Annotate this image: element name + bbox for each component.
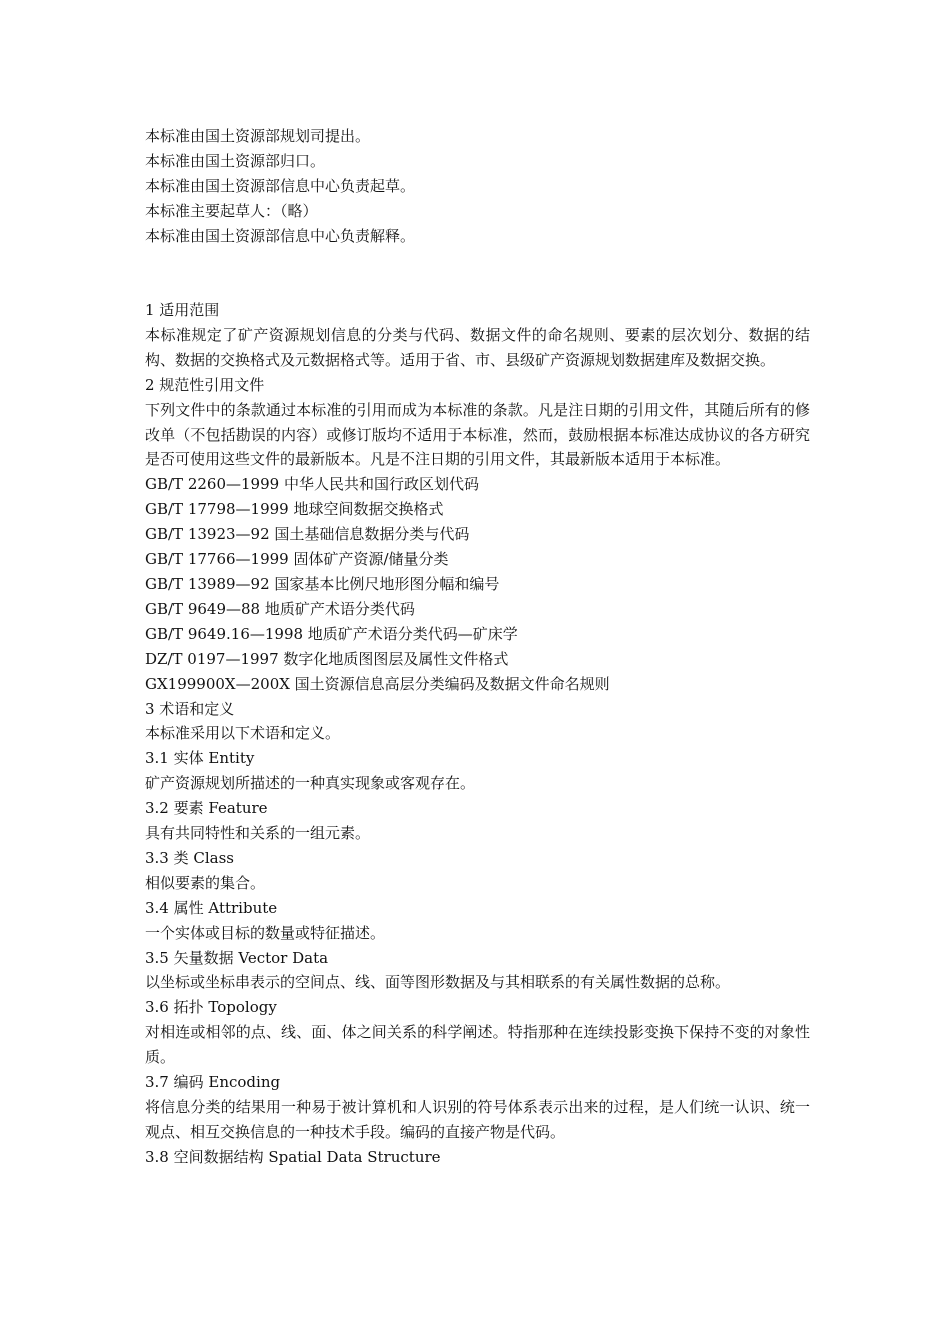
main-content [145,298,810,1170]
reference-item: GB/T 9649—88 地质矿产术语分类代码 [145,599,415,618]
term-title: 3.1 实体 Entity [145,749,255,768]
term-title: 3.7 编码 Encoding [145,1073,281,1092]
section-heading: 3 术语和定义 [145,699,235,718]
term-definition: 相似要素的集合。 [145,873,266,892]
term-definition: 具有共同特性和关系的一组元素。 [145,824,371,843]
reference-item: GB/T 17798—1999 地球空间数据交换格式 [145,500,444,519]
preface-line: 本标准主要起草人：（略） [145,201,318,220]
preface-line: 本标准由国土资源部归口。 [145,151,326,170]
reference-item: GB/T 17766—1999 固体矿产资源/储量分类 [145,550,449,569]
section-heading: 2 规范性引用文件 [145,375,265,394]
section-body: 下列文件中的条款通过本标准的引用而成为本标准的条款。凡是注日期的引用文件，其随后所有的修改单（不包括勘误的内容）或修订版均不适用于本标准，然而，鼓励根据本标准达成协议的各方研究是否可使用这些文件的最新版本。凡是不注日期的引用文件，其最新版本适用于本标准。 [145,400,810,469]
reference-item: GX199900X—200X 国土资源信息高层分类编码及数据文件命名规则 [145,674,610,693]
term-definition: 将信息分类的结果用一种易于被计算机和人识别的符号体系表示出来的过程，是人们统一认识、统一观点、相互交换信息的一种技术手段。编码的直接产物是代码。 [145,1098,810,1141]
term-definition: 以坐标或坐标串表示的空间点、线、面等图形数据及与其相联系的有关属性数据的总称。 [145,973,731,992]
section-intro: 本标准采用以下术语和定义。 [145,724,341,743]
term-title: 3.4 属性 Attribute [145,898,278,917]
reference-item: DZ/T 0197—1997 数字化地质图图层及属性文件格式 [145,649,509,668]
section-body: 本标准规定了矿产资源规划信息的分类与代码、数据文件的命名规则、要素的层次划分、数据的结构、数据的交换格式及元数据格式等。适用于省、市、县级矿产资源规划数据建库及数据交换。 [145,325,810,369]
term-title: 3.2 要素 Feature [145,799,268,818]
term-definition: 矿产资源规划所描述的一种真实现象或客观存在。 [145,774,476,793]
term-definition: 对相连或相邻的点、线、面、体之间关系的科学阐述。特指那种在连续投影变换下保持不变的对象性质。 [145,1023,810,1067]
reference-item: GB/T 2260—1999 中华人民共和国行政区划代码 [145,475,479,494]
term-title: 3.3 类 Class [145,848,235,867]
preface-line: 本标准由国土资源部信息中心负责起草。 [145,176,416,195]
reference-item: GB/T 9649.16—1998 地质矿产术语分类代码—矿床学 [145,624,518,643]
reference-item: GB/T 13989—92 国家基本比例尺地形图分幅和编号 [145,574,500,593]
term-title: 3.6 拓扑 Topology [145,998,277,1017]
preface-line: 本标准由国土资源部规划司提出。 [145,127,371,145]
term-title: 3.8 空间数据结构 Spatial Data Structure [145,1147,441,1166]
preface-line: 本标准由国土资源部信息中心负责解释。 [145,226,416,245]
reference-item: GB/T 13923—92 国土基础信息数据分类与代码 [145,525,470,544]
preface-block [145,124,810,249]
term-title: 3.5 矢量数据 Vector Data [145,948,329,967]
section-heading: 1 适用范围 [145,301,220,319]
term-definition: 一个实体或目标的数量或特征描述。 [145,923,386,942]
